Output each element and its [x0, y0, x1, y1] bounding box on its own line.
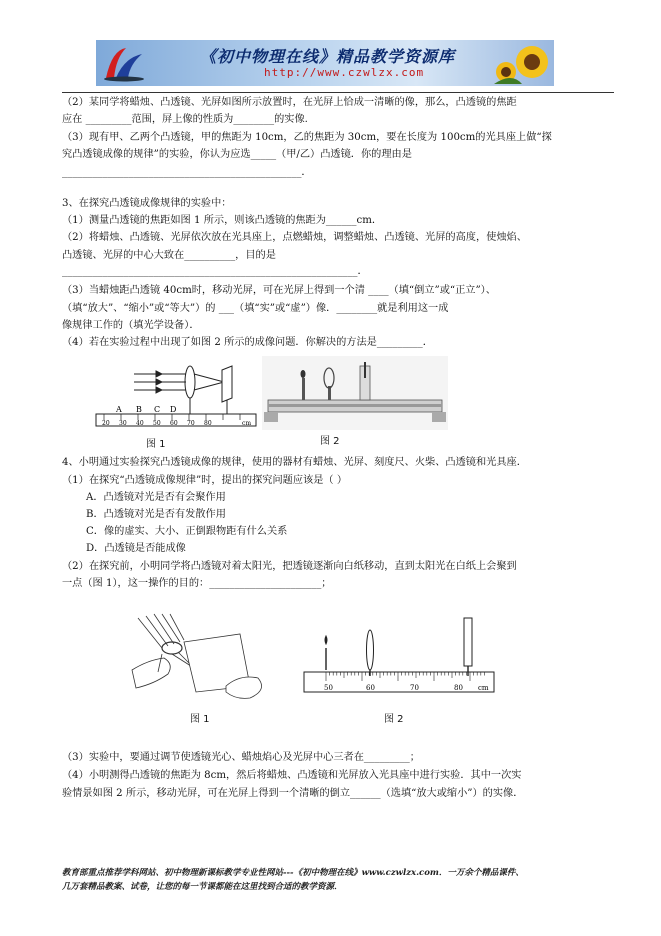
text-line: 4、小明通过实验探究凸透镜成像的规律，使用的器材有蜡烛、光屏、刻度尺、火柴、凸透镜和光具座．: [62, 457, 527, 468]
figure-caption: 图 1: [146, 439, 166, 450]
tick-label: cm: [478, 684, 489, 692]
tick-label: 70: [187, 420, 195, 427]
text-line: （2）将蜡烛、凸透镜、光屏依次放在光具座上，点燃蜡烛，调整蜡烛、凸透镜、光屏的高度，使烛焰、: [62, 232, 527, 243]
text-line: 究凸透镜成像的规律”的实验，你认为应选_____（甲/乙）凸透镜．你的理由是: [62, 149, 412, 160]
text-line: （2）某同学将蜡烛、凸透镜、光屏如图所示放置时，在光屏上恰成一清晰的像，那么，凸透镜的焦距: [62, 97, 517, 108]
text-line: _______________________________________________．: [62, 167, 312, 178]
text-line: 一点（图 1），这一操作的目的：______________________；: [62, 578, 332, 589]
text-line: 3、在探究凸透镜成像规律的实验中：: [62, 198, 232, 209]
text-line: （4）小明测得凸透镜的焦距为 8cm，然后将蜡烛、凸透镜和光屏放入光具座中进行实验．其中一次实: [62, 770, 522, 781]
tick-label: 20: [102, 420, 110, 427]
footer-line: 教育部重点推荐学科网站、初中物理新课标教学专业性网站---《初中物理在线》www.czwlzx.com．一万余个精品课件、: [62, 868, 524, 878]
figure-caption: 图 2: [384, 714, 404, 725]
footer-line: 几万套精品教案、试卷，让您的每一节课都能在这里找到合适的教学资源．: [62, 882, 343, 892]
option-c: C．像的虚实、大小、正倒跟物距有什么关系: [86, 526, 288, 537]
header-banner: [96, 40, 554, 86]
text-line: 像规律工作的（填光学设备）．: [62, 320, 200, 331]
tick-label: cm: [242, 420, 252, 427]
tick-label: 30: [119, 420, 127, 427]
text-line: （3）现有甲、乙两个凸透镜，甲的焦距为 10cm，乙的焦距为 30cm，要在长度为 100cm的光具座上做“探: [62, 132, 552, 143]
text-line: （4）若在实验过程中出现了如图 2 所示的成像问题．你解决的方法是_________．: [62, 337, 433, 348]
text-line: （1）测量凸透镜的焦距如图 1 所示，则该凸透镜的焦距为______cm．: [62, 215, 383, 226]
figure-caption: 图 2: [320, 436, 340, 447]
figure-ruler-bench: [300, 612, 498, 704]
tick-label: 60: [366, 684, 375, 692]
tick-label: 40: [136, 420, 144, 427]
figure-optical-bench: [262, 356, 448, 430]
figure-caption: 图 1: [190, 714, 210, 725]
text-line: 验情景如图 2 所示，移动光屏，可在光屏上得到一个清晰的倒立______（选填“放大或缩小”）的实像．: [62, 788, 524, 799]
text-line: （2）在探究前，小明同学将凸透镜对着太阳光，把透镜逐渐向白纸移动，直到太阳光在白纸上会聚到: [62, 561, 517, 572]
text-line: （1）在探究“凸透镜成像规律”时，提出的探究问题应该是（ ）: [62, 475, 348, 486]
tick-label: 50: [324, 684, 333, 692]
text-line: 凸透镜、光屏的中心大致在__________，目的是: [62, 250, 276, 261]
option-d: D．凸透镜是否能成像: [86, 543, 186, 554]
text-line: __________________________________________________________．: [62, 266, 368, 277]
banner-title: 《初中物理在线》精品教学资源库: [200, 47, 456, 66]
tick-label: 80: [454, 684, 463, 692]
text-line: （3）当蜡烛距凸透镜 40cm时，移动光屏，可在光屏上得到一个清 ____（填“倒立”或“正立”）、: [62, 285, 496, 296]
logo-icon: [102, 44, 146, 82]
sunflower-icon: [492, 42, 550, 84]
tick-label: 70: [410, 684, 419, 692]
ruler-label: D: [170, 405, 177, 414]
option-b: B．凸透镜对光是否有发散作用: [86, 509, 226, 520]
text-line: 应在 _________范围，屏上像的性质为________的实像.: [62, 114, 308, 125]
figure-sunlight-focus: [118, 612, 278, 704]
option-a: A．凸透镜对光是否有会聚作用: [86, 492, 226, 503]
tick-label: 80: [204, 420, 212, 427]
text-line: （3）实验中，要通过调节使透镜光心、蜡烛焰心及光屏中心三者在_________；: [62, 752, 420, 763]
ruler-label: A: [116, 405, 122, 414]
ruler-label: B: [136, 405, 142, 414]
banner-url[interactable]: http://www.czwlzx.com: [264, 66, 425, 79]
figure-focal-length: [94, 352, 262, 434]
ruler-label: C: [154, 405, 161, 414]
text-line: （填“放大”、“缩小”或“等大”）的 ___（填“实”或“虚”）像．________就是利用这一成: [62, 303, 449, 314]
tick-label: 50: [153, 420, 161, 427]
header-rule: [62, 92, 614, 93]
tick-label: 60: [170, 420, 178, 427]
